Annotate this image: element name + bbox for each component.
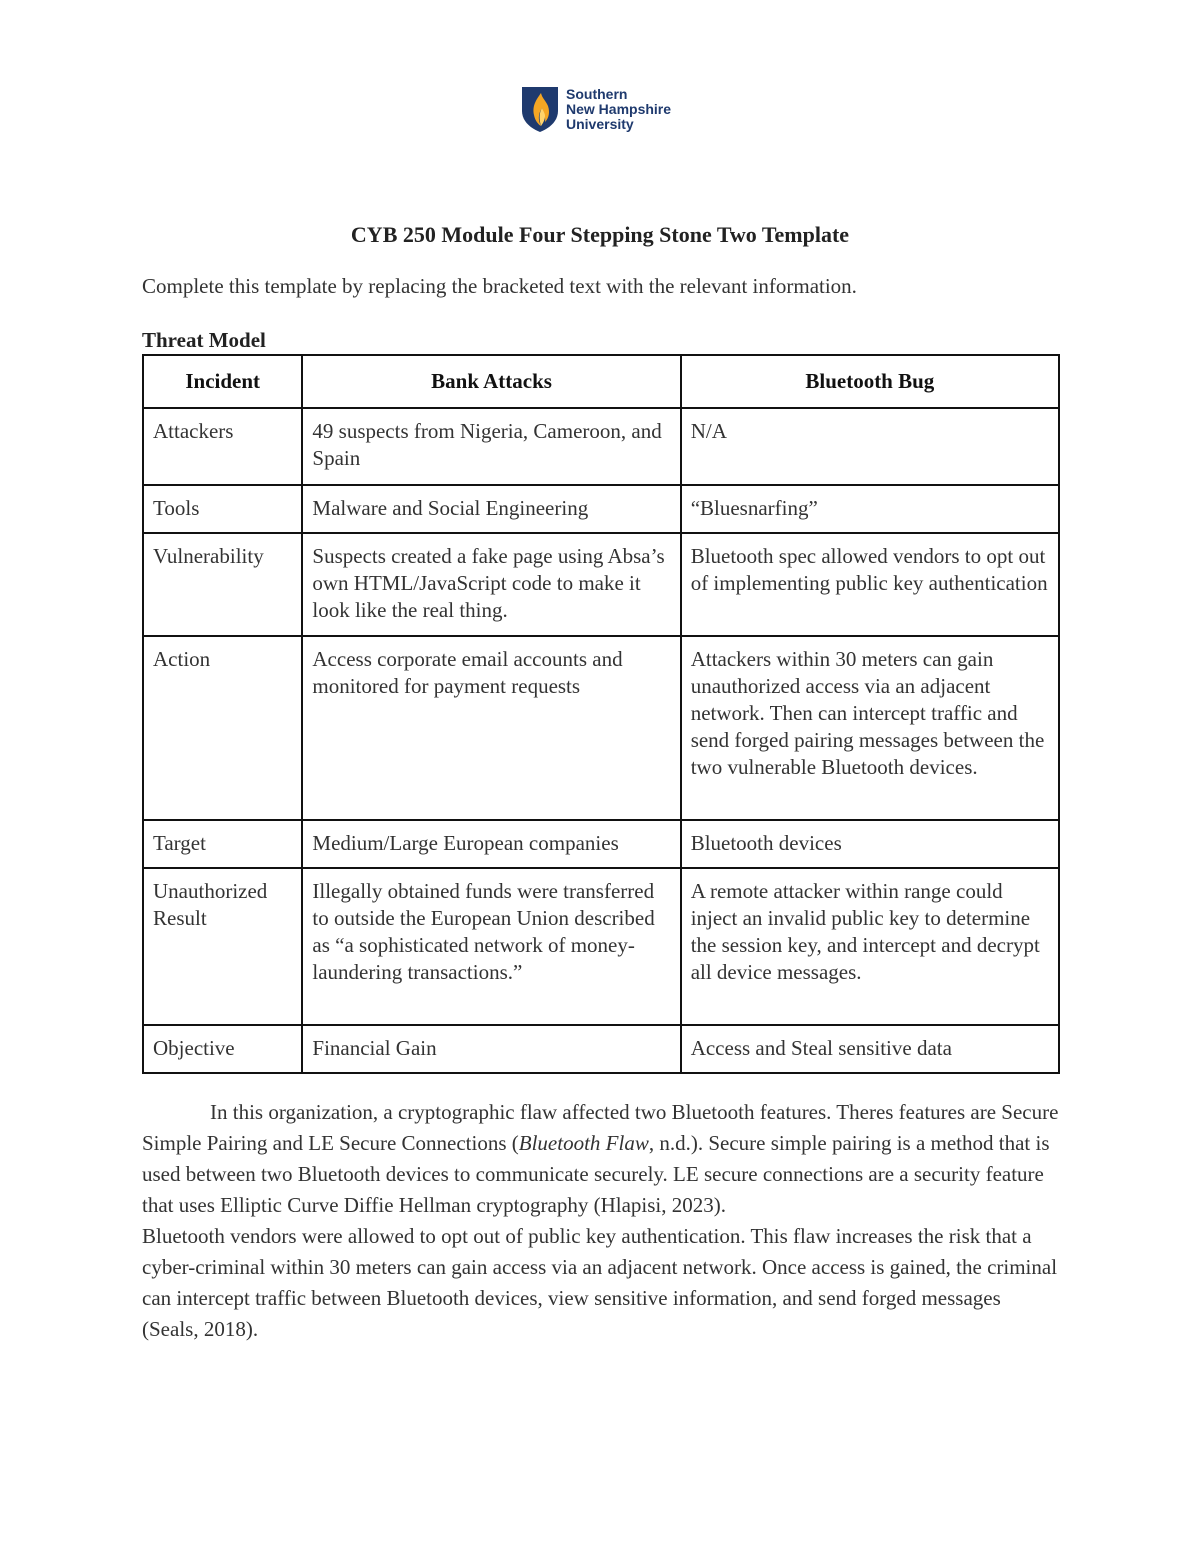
instruction-text: Complete this template by replacing the bracketed text with the relevant information. bbox=[142, 274, 857, 298]
citation-title: Bluetooth Flaw bbox=[518, 1131, 649, 1155]
table-header-row bbox=[143, 355, 1059, 408]
threat-model-table bbox=[142, 354, 1060, 1074]
row-label: Target bbox=[143, 820, 302, 868]
table-cell: N/A bbox=[681, 408, 1059, 485]
table-cell: 49 suspects from Nigeria, Cameroon, and Spain bbox=[302, 408, 680, 485]
table-cell: Financial Gain bbox=[302, 1025, 680, 1073]
paragraph-1-text-b: , n.d.). Secure simple pairing is a method that is used between two Bluetooth devices to communicate securely. LE secure connections are a security feature that uses Elliptic Curve Diffie Hellman cryptography (Hlapisi, 2023). bbox=[142, 1131, 1050, 1217]
table-row bbox=[143, 820, 1059, 868]
header-bank-attacks: Bank Attacks bbox=[302, 355, 680, 408]
table-row bbox=[143, 1025, 1059, 1073]
paragraph-1 bbox=[142, 1097, 1062, 1221]
header-bluetooth-bug: Bluetooth Bug bbox=[681, 355, 1059, 408]
table-cell: A remote attacker within range could inject an invalid public key to determine the session key, and intercept and decrypt all device messages. bbox=[681, 868, 1059, 1025]
row-label: Objective bbox=[143, 1025, 302, 1073]
table-cell: Malware and Social Engineering bbox=[302, 485, 680, 533]
table-row bbox=[143, 533, 1059, 636]
row-label: Action bbox=[143, 636, 302, 820]
shield-flame-icon bbox=[520, 85, 560, 133]
table-row bbox=[143, 408, 1059, 485]
section-heading-threat-model: Threat Model bbox=[142, 328, 266, 352]
table-row bbox=[143, 636, 1059, 820]
table-cell: Bluetooth spec allowed vendors to opt out of implementing public key authentication bbox=[681, 533, 1059, 636]
table-cell: Attackers within 30 meters can gain unauthorized access via an adjacent network. Then can intercept traffic and send forged pairing messages between the two vulnerable Bluetooth devices. bbox=[681, 636, 1059, 820]
body-text bbox=[142, 1097, 1062, 1345]
table-cell: Suspects created a fake page using Absa’s own HTML/JavaScript code to make it look like the real thing. bbox=[302, 533, 680, 636]
paragraph-2: Bluetooth vendors were allowed to opt out of public key authentication. This flaw increases the risk that a cyber-criminal within 30 meters can gain access via an adjacent network. Once access is gained, the criminal can intercept traffic between Bluetooth devices, view sensitive information, and send forged messages (Seals, 2018). bbox=[142, 1224, 1058, 1341]
row-label: Unauthorized Result bbox=[143, 868, 302, 1025]
table-cell: Access and Steal sensitive data bbox=[681, 1025, 1059, 1073]
logo-line-3: University bbox=[566, 115, 634, 132]
logo-line-1: Southern bbox=[566, 85, 628, 102]
table-cell: Medium/Large European companies bbox=[302, 820, 680, 868]
logo-wordmark bbox=[566, 87, 671, 132]
table-row bbox=[143, 485, 1059, 533]
table-cell: “Bluesnarfing” bbox=[681, 485, 1059, 533]
table-cell: Access corporate email accounts and monitored for payment requests bbox=[302, 636, 680, 820]
table-row bbox=[143, 868, 1059, 1025]
logo-line-2: New Hampshire bbox=[566, 100, 672, 117]
header-incident: Incident bbox=[143, 355, 302, 408]
row-label: Tools bbox=[143, 485, 302, 533]
row-label: Vulnerability bbox=[143, 533, 302, 636]
row-label: Attackers bbox=[143, 408, 302, 485]
document-title: CYB 250 Module Four Stepping Stone Two Template bbox=[350, 222, 850, 247]
university-logo bbox=[520, 84, 690, 134]
paragraph-1-text-a: In this organization, a cryptographic flaw affected two Bluetooth features. Theres features are Secure Simple Pairing and LE Secure Connections ( bbox=[142, 1100, 1059, 1155]
table-cell: Illegally obtained funds were transferred to outside the European Union described as “a sophisticated network of money-laundering transactions.” bbox=[302, 868, 680, 1025]
table-cell: Bluetooth devices bbox=[681, 820, 1059, 868]
